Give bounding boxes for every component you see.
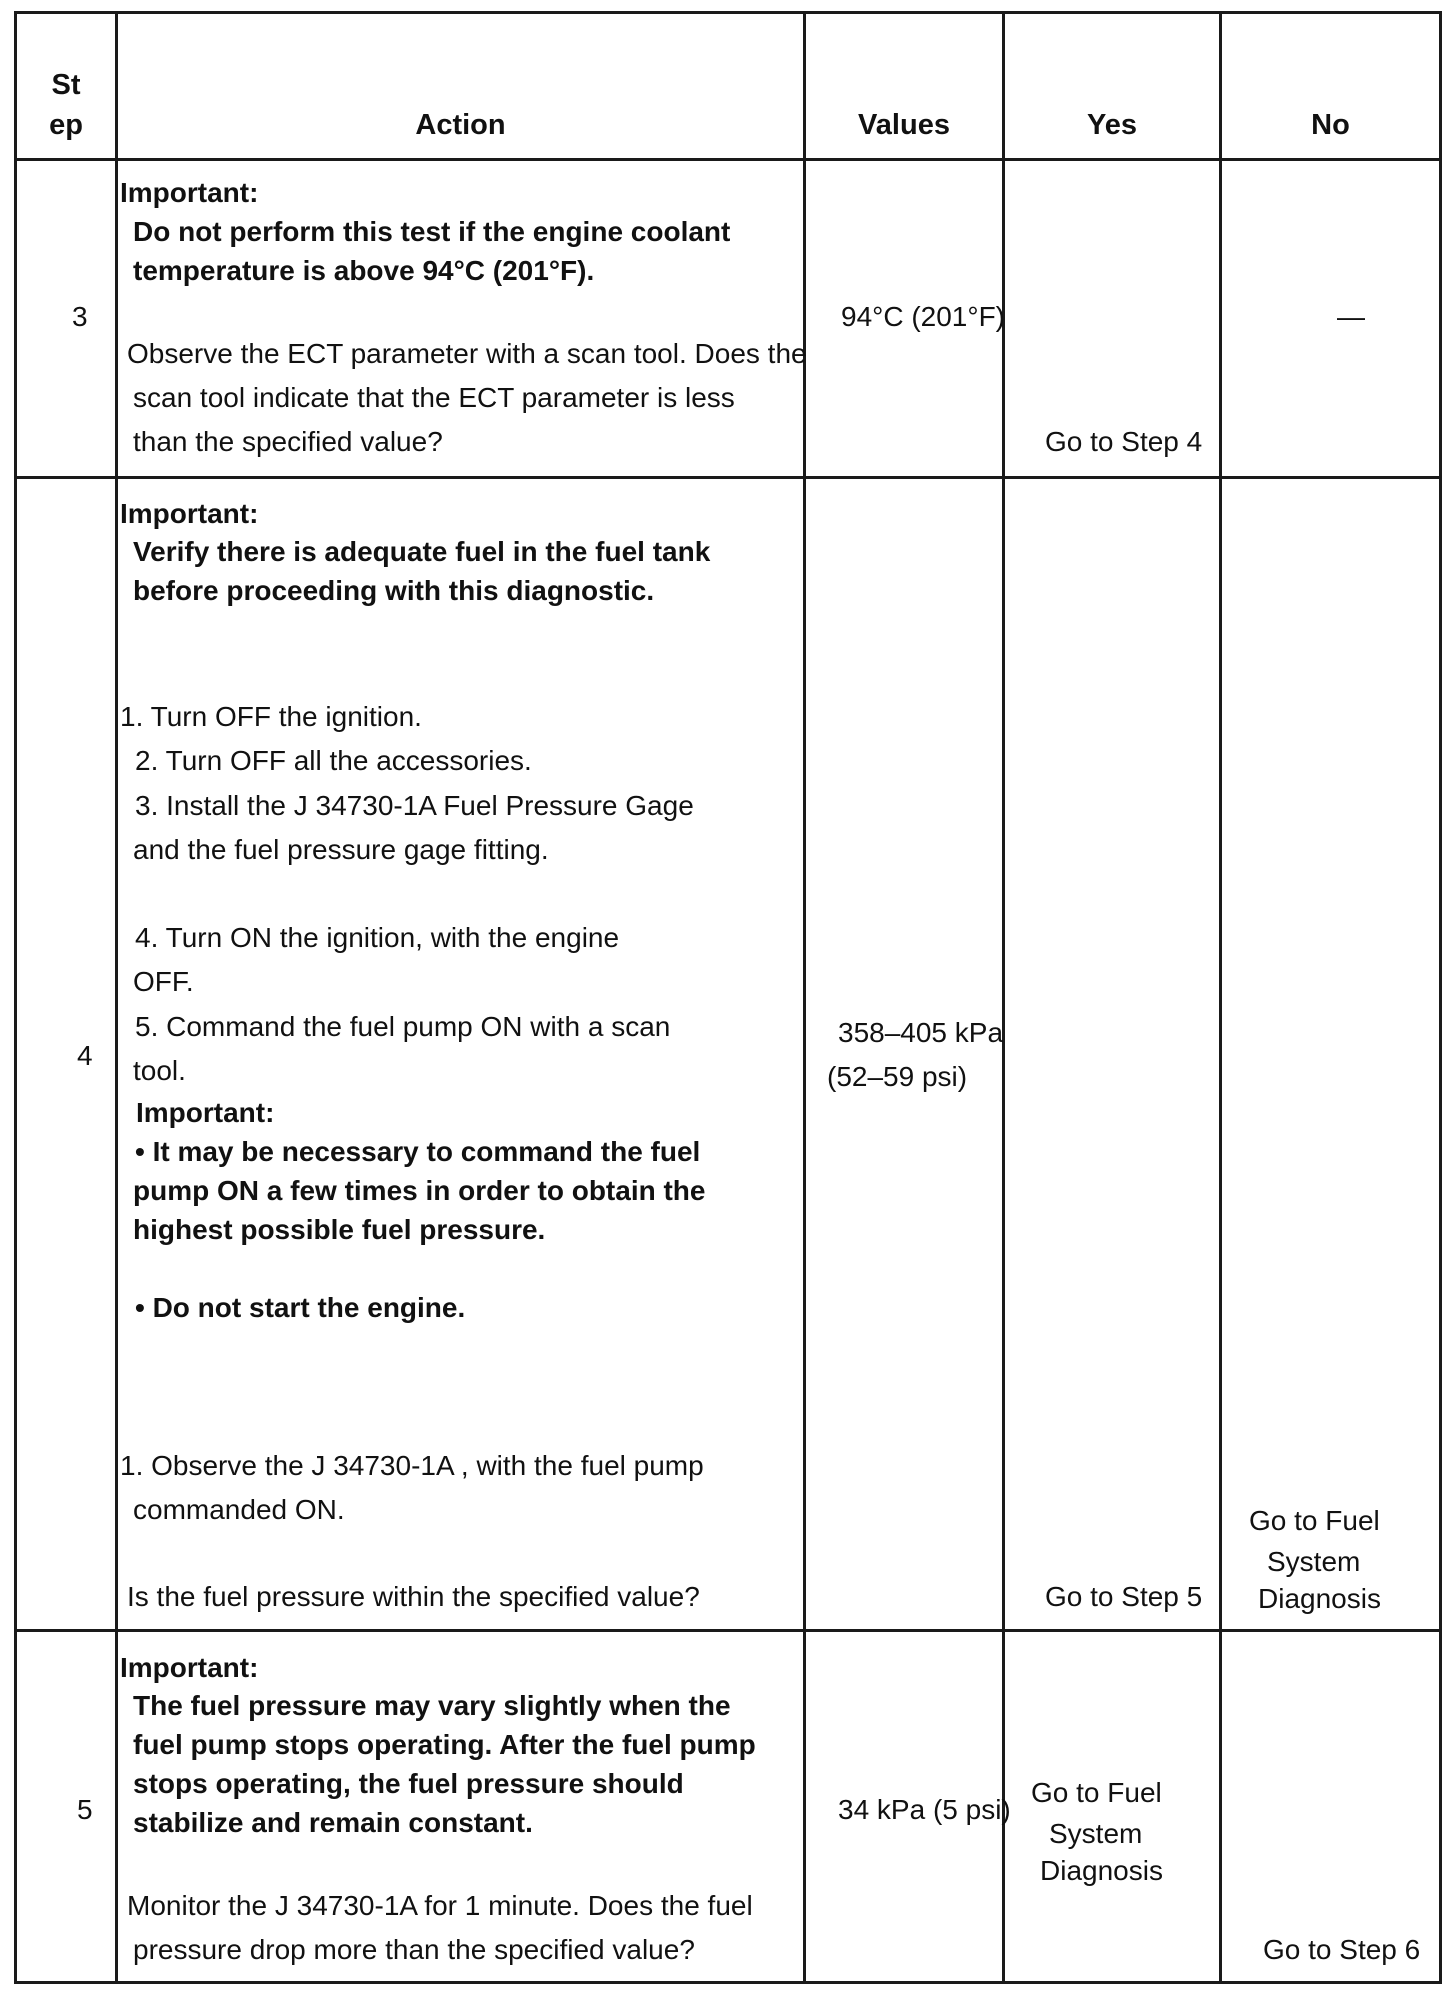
row-divider-4-5	[14, 1629, 1442, 1632]
row5-action-line1: Monitor the J 34730-1A for 1 minute. Does the fuel	[127, 1890, 753, 1921]
header-action: Action	[415, 109, 506, 141]
row3-action-line2: scan tool indicate that the ECT parameter is less	[133, 382, 735, 413]
row4-step-3-cont: and the fuel pressure gage fitting.	[133, 834, 549, 865]
row4-step-3: 3. Install the J 34730-1A Fuel Pressure Gage	[135, 790, 694, 821]
row5-important-line1: The fuel pressure may vary slightly when the	[133, 1690, 731, 1721]
row4-important2-label: Important:	[136, 1097, 275, 1128]
row4-bullet1-line1: • It may be necessary to command the fuel	[135, 1136, 701, 1167]
row4-step: 4	[77, 1040, 93, 1071]
row5-step: 5	[77, 1794, 93, 1825]
row4-no-line3: Diagnosis	[1258, 1583, 1381, 1614]
row4-value-line1: 358–405 kPa	[838, 1017, 1004, 1048]
row5-important-label: Important:	[120, 1652, 259, 1683]
row4-steps2-line2: commanded ON.	[133, 1494, 345, 1525]
col-divider-step	[115, 11, 118, 1984]
col-divider-yes	[1219, 11, 1222, 1984]
row4-question: Is the fuel pressure within the specified value?	[127, 1581, 700, 1612]
row4-yes: Go to Step 5	[1045, 1581, 1203, 1612]
row4-step-4-cont: OFF.	[133, 966, 194, 997]
row3-yes: Go to Step 4	[1045, 426, 1203, 457]
header-divider	[14, 158, 1442, 161]
row-divider-3-4	[14, 476, 1442, 479]
row4-step-4: 4. Turn ON the ignition, with the engine	[135, 922, 620, 953]
row4-no-line2: System	[1267, 1546, 1361, 1577]
row4-no-line1: Go to Fuel	[1249, 1505, 1380, 1536]
row3-important-line1: Do not perform this test if the engine coolant	[133, 216, 731, 247]
row4-important-line2: before proceeding with this diagnostic.	[133, 575, 655, 606]
row4-bullet1-line3: highest possible fuel pressure.	[133, 1214, 546, 1245]
row4-bullet1-line2: pump ON a few times in order to obtain the	[133, 1175, 706, 1206]
table-border-bottom	[14, 1981, 1442, 1984]
table-border-right	[1439, 11, 1442, 1984]
row4-steps2-line1: 1. Observe the J 34730-1A , with the fuel pump	[120, 1450, 704, 1481]
row4-step-2: 2. Turn OFF all the accessories.	[135, 745, 532, 776]
row3-important-line2: temperature is above 94°C (201°F).	[133, 255, 595, 286]
row4-bullet2: • Do not start the engine.	[135, 1292, 466, 1323]
row3-no: —	[1337, 301, 1365, 332]
row3-value: 94°C (201°F)	[841, 301, 1006, 332]
row3-action-line1: Observe the ECT parameter with a scan tool. Does the	[127, 338, 807, 369]
row4-step-5: 5. Command the fuel pump ON with a scan	[135, 1011, 671, 1042]
row5-action-line2: pressure drop more than the specified value?	[133, 1934, 695, 1965]
header-step-line2: ep	[49, 109, 83, 141]
row5-yes-line1: Go to Fuel	[1031, 1777, 1162, 1808]
table-border-left	[14, 11, 17, 1984]
row3-action-line3: than the specified value?	[133, 426, 443, 457]
row3-step: 3	[72, 301, 88, 332]
row4-step-1: 1. Turn OFF the ignition.	[120, 701, 422, 732]
row4-value-line2: (52–59 psi)	[827, 1061, 968, 1092]
header-no: No	[1311, 109, 1350, 141]
header-values: Values	[858, 109, 950, 141]
row4-step-5-cont: tool.	[133, 1055, 186, 1086]
col-divider-action	[803, 11, 806, 1984]
row5-yes-line3: Diagnosis	[1040, 1855, 1163, 1886]
row5-important-line2: fuel pump stops operating. After the fuel pump	[133, 1729, 756, 1760]
row4-important-line1: Verify there is adequate fuel in the fuel tank	[133, 536, 711, 567]
row4-important-label: Important:	[120, 498, 259, 529]
header-yes: Yes	[1087, 109, 1137, 141]
header-step-line1: St	[51, 69, 81, 101]
row5-important-line3: stops operating, the fuel pressure should	[133, 1768, 684, 1799]
row5-no: Go to Step 6	[1263, 1934, 1421, 1965]
row5-value: 34 kPa (5 psi)	[838, 1794, 1011, 1825]
table-border-top	[14, 11, 1442, 14]
row3-important-label: Important:	[120, 177, 259, 208]
row5-important-line4: stabilize and remain constant.	[133, 1807, 533, 1838]
row5-yes-line2: System	[1049, 1818, 1143, 1849]
